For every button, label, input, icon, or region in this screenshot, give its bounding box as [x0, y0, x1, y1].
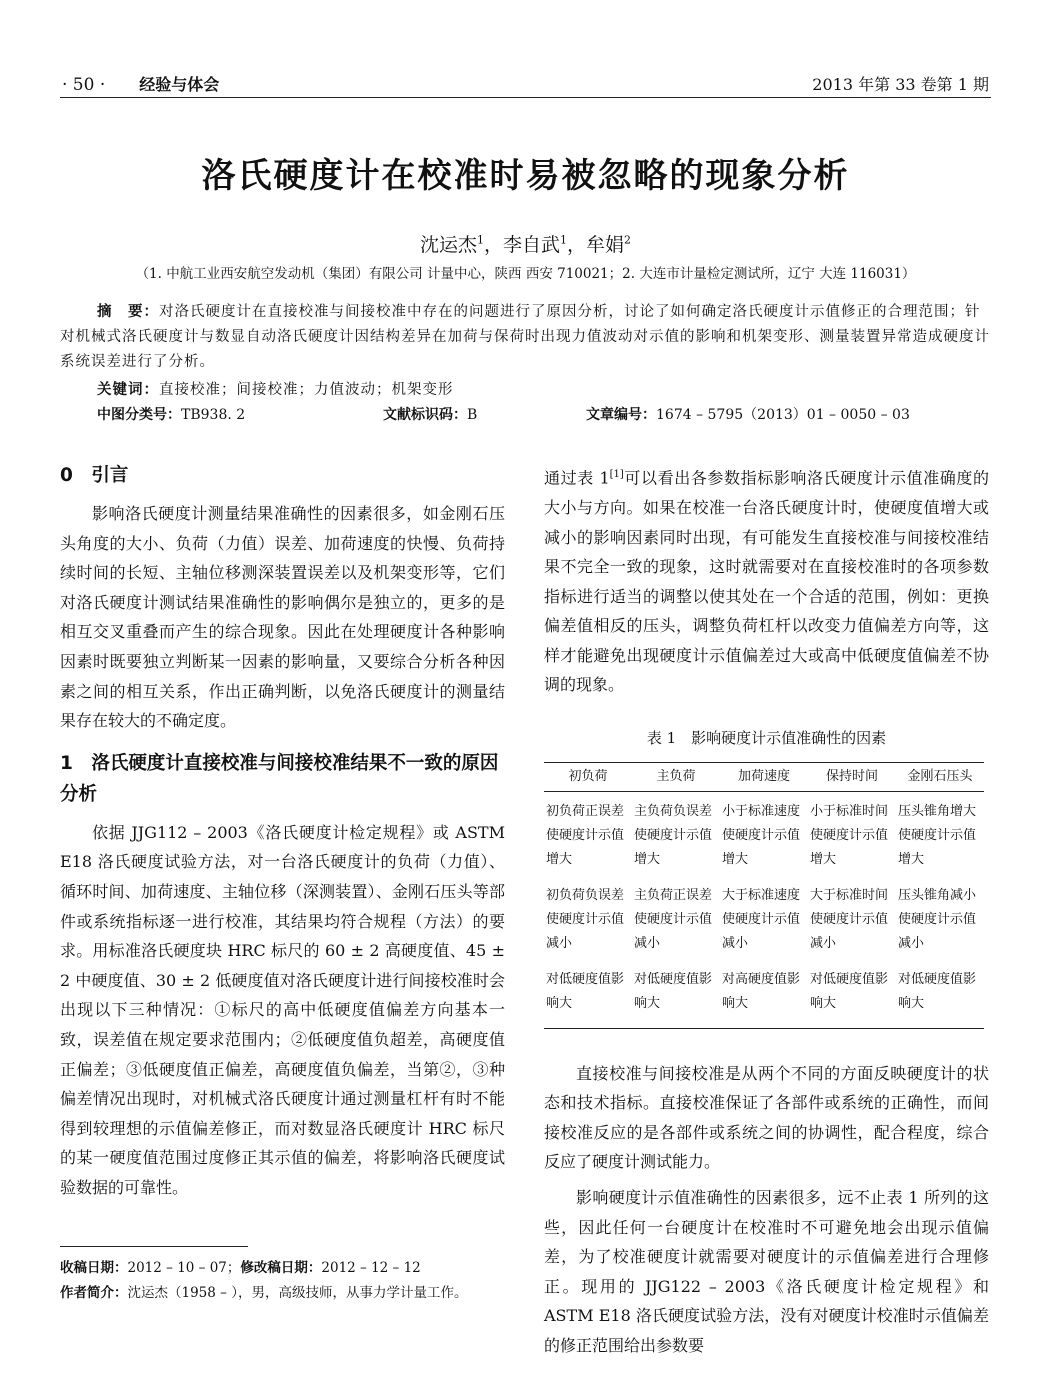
classification-value: TB938. 2 — [181, 407, 246, 423]
article-number — [586, 404, 910, 424]
bio-text: 沈运杰（1958 – ），男，高级技师，从事力学计量工作。 — [127, 1285, 468, 1301]
table-row — [544, 968, 984, 1029]
doc-code-value: B — [467, 407, 478, 423]
affiliation: （1. 中航工业西安航空发动机（集团）有限公司 计量中心，陕西 西安 710021；2. 大连市计量检定测试所，辽宁 大连 116031） — [135, 266, 916, 282]
paragraph: 依据 JJG112 – 2003《洛氏硬度计检定规程》或 ASTM E18 洛氏硬度试验方法，对一台洛氏硬度计的负荷（力值）、循环时间、加荷速度、主轴位移（深测装置）、金刚石压头等部件或系统指标逐一进行校准，其结果均符合规程（方法）的要求。用标准洛氏硬度块 HRC 标尺的 60 ± 2 高硬度值、45 ± 2 中硬度值、30 ± 2 低硬度值对洛氏硬度计进行间接校准时会出现以下三种情况：①标尺的高中低硬度值偏差方向基本一致，误差值在规定要求范围内；②低硬度值负超差，高硬度值正偏差；③低硬度值正偏差，高硬度值负偏差，当第②，③种偏差情况出现时，对机械式洛氏硬度计通过测量杠杆有时不能得到较理想的示值偏差修正，而对数显洛氏硬度计 HRC 标尺的某一硬度值范围过度修正其示值的偏差，将影响洛氏硬度试验数据的可靠性。 — [60, 822, 505, 1197]
footnote — [60, 1256, 505, 1306]
page-number: · 50 · — [62, 75, 106, 95]
received-date: 2012 – 10 – 07； — [127, 1260, 241, 1276]
table-cell: 初负荷负误差使硬度计示值减小 — [546, 887, 625, 951]
author-affil-mark: 1 — [560, 233, 567, 247]
author-separator: ， — [483, 234, 503, 256]
table-cell: 主负荷负误差使硬度计示值增大 — [634, 803, 713, 867]
issue-info: 2013 年第 33 卷第 1 期 — [812, 75, 989, 94]
table-cell: 压头锥角增大使硬度计示值增大 — [898, 803, 977, 867]
document-code — [383, 404, 477, 424]
table-header-cell: 保持时间 — [808, 762, 896, 791]
text-run: 可以看出各参数指标影响洛氏硬度计示值准确度的大小与方向。如果在校准一台洛氏硬度计时，使硬度值增大或减小的影响因素同时出现，有可能发生直接校准与间接校准结果不完全一致的现象，这时就需要对在直接校准时的各项参数指标进行适当的调整以使其处在一个合适的范围，例如：更换偏差值相反的压头，调整负荷杠杆以改变力值偏差方向等，这样才能避免出现硬度计示值偏差过大或高中低硬度值偏差不协调的现象。 — [544, 468, 989, 695]
paragraph — [544, 460, 989, 700]
abstract — [60, 300, 991, 375]
table-row — [544, 791, 984, 884]
revised-date: 2012 – 12 – 12 — [321, 1260, 421, 1276]
article-no-value: 1674 – 5795（2013）01 – 0050 – 03 — [656, 407, 910, 423]
classification-label: 中图分类号： — [97, 407, 181, 423]
doc-code-label: 文献标识码： — [383, 407, 467, 423]
left-column — [60, 460, 505, 1202]
table-header-cell: 主负荷 — [632, 762, 720, 791]
revised-label: 修改稿日期： — [240, 1260, 322, 1276]
right-column — [544, 460, 989, 1361]
author-separator: ， — [567, 234, 587, 256]
received-label: 收稿日期： — [60, 1260, 128, 1276]
paragraph: 影响洛氏硬度计测量结果准确性的因素很多，如金刚石压头角度的大小、负荷（力值）误差、加荷速度的快慢、负荷持续时间的长短、主轴位移测深装置误差以及机架变形等，它们对洛氏硬度计测试结果准确性的影响偶尔是独立的，更多的是相互交叉重叠而产生的综合现象。因此在处理硬度计各种影响因素时既要独立判断某一因素的影响量，又要综合分析各种因素之间的相互关系，作出正确判断，以免洛氏硬度计的测量结果存在较大的不确定度。 — [60, 504, 505, 731]
table-cell: 对低硬度值影响大 — [896, 968, 984, 1029]
table-caption: 表 1 影响硬度计示值准确性的因素 — [646, 729, 887, 748]
keywords-text: 直接校准；间接校准；力值波动；机架变形 — [159, 382, 454, 398]
author-name: 李自武 — [502, 234, 560, 256]
paragraph: 直接校准与间接校准是从两个不同的方面反映硬度计的状态和技术指标。直接校准保证了各部件或系统的正确性，而间接校准反应的是各部件或系统之间的协调性，配合程度，综合反应了硬度计测试能力。 — [544, 1063, 989, 1172]
footnote-rule — [60, 1246, 248, 1247]
article-no-label: 文章编号： — [586, 407, 656, 423]
bio-label: 作者简介： — [60, 1285, 128, 1301]
table-cell: 初负荷正误差使硬度计示值增大 — [546, 803, 625, 867]
table-row — [544, 884, 984, 968]
table-cell: 对低硬度值影响大 — [544, 968, 632, 1029]
footnote-dates — [60, 1256, 505, 1281]
header-rule — [60, 97, 991, 98]
section-heading-analysis: 1 洛氏硬度计直接校准与间接校准结果不一致的原因分析 — [60, 752, 499, 805]
paragraph: 影响硬度计示值准确性的因素很多，远不止表 1 所列的这些，因此任何一台硬度计在校准时不可避免地会出现示值偏差，为了校准硬度计就需要对硬度计的示值偏差进行合理修正。现用的 JJG122 – 2003《洛氏硬度计检定规程》和 ASTM E18 洛氏硬度试验方法，没有对硬度计校准时示值偏差的修正范围给出参数要 — [544, 1188, 989, 1356]
table-header-cell: 加荷速度 — [720, 762, 808, 791]
paper-title: 洛氏硬度计在校准时易被忽略的现象分析 — [201, 156, 850, 196]
factors-table — [544, 762, 984, 1029]
abstract-label: 摘 要： — [97, 304, 159, 320]
author-name: 沈运杰 — [419, 234, 477, 256]
table-header-cell: 金刚石压头 — [896, 762, 984, 791]
table-cell: 对低硬度值影响大 — [808, 968, 896, 1029]
classification-number — [97, 404, 245, 424]
table-cell: 主负荷正误差使硬度计示值减小 — [634, 887, 713, 951]
author-name: 牟娟 — [586, 234, 625, 256]
keywords — [97, 378, 454, 399]
text-run: 通过表 1 — [544, 468, 610, 488]
author-affil-mark: 1 — [476, 233, 484, 247]
table-cell: 小于标准时间使硬度计示值增大 — [810, 803, 889, 867]
table-header-cell: 初负荷 — [544, 762, 632, 791]
table-cell: 压头锥角减小使硬度计示值减小 — [898, 887, 977, 951]
author-list — [0, 230, 1051, 257]
table-cell: 对低硬度值影响大 — [632, 968, 720, 1029]
section-heading-intro: 0 引言 — [60, 465, 129, 486]
table-cell: 大于标准时间使硬度计示值减小 — [810, 887, 889, 951]
citation-ref: [1] — [609, 469, 624, 480]
table-header-row — [544, 762, 984, 791]
keywords-label: 关键词： — [97, 382, 159, 398]
author-affil-mark: 2 — [624, 233, 632, 247]
author-bio — [60, 1281, 505, 1306]
table-cell: 对高硬度值影响大 — [720, 968, 808, 1029]
table-cell: 大于标准速度使硬度计示值减小 — [722, 887, 801, 951]
section-name: 经验与体会 — [139, 75, 220, 94]
running-header-left — [62, 72, 219, 95]
abstract-text: 对洛氏硬度计在直接校准与间接校准中存在的问题进行了原因分析，讨论了如何确定洛氏硬度计示值修正的合理范围；针对机械式洛氏硬度计与数显自动洛氏硬度计因结构差异在加荷与保荷时出现力值波动对示值的影响和机架变形、测量装置异常造成硬度计系统误差进行了分析。 — [60, 304, 990, 370]
table-cell: 小于标准速度使硬度计示值增大 — [722, 803, 801, 867]
